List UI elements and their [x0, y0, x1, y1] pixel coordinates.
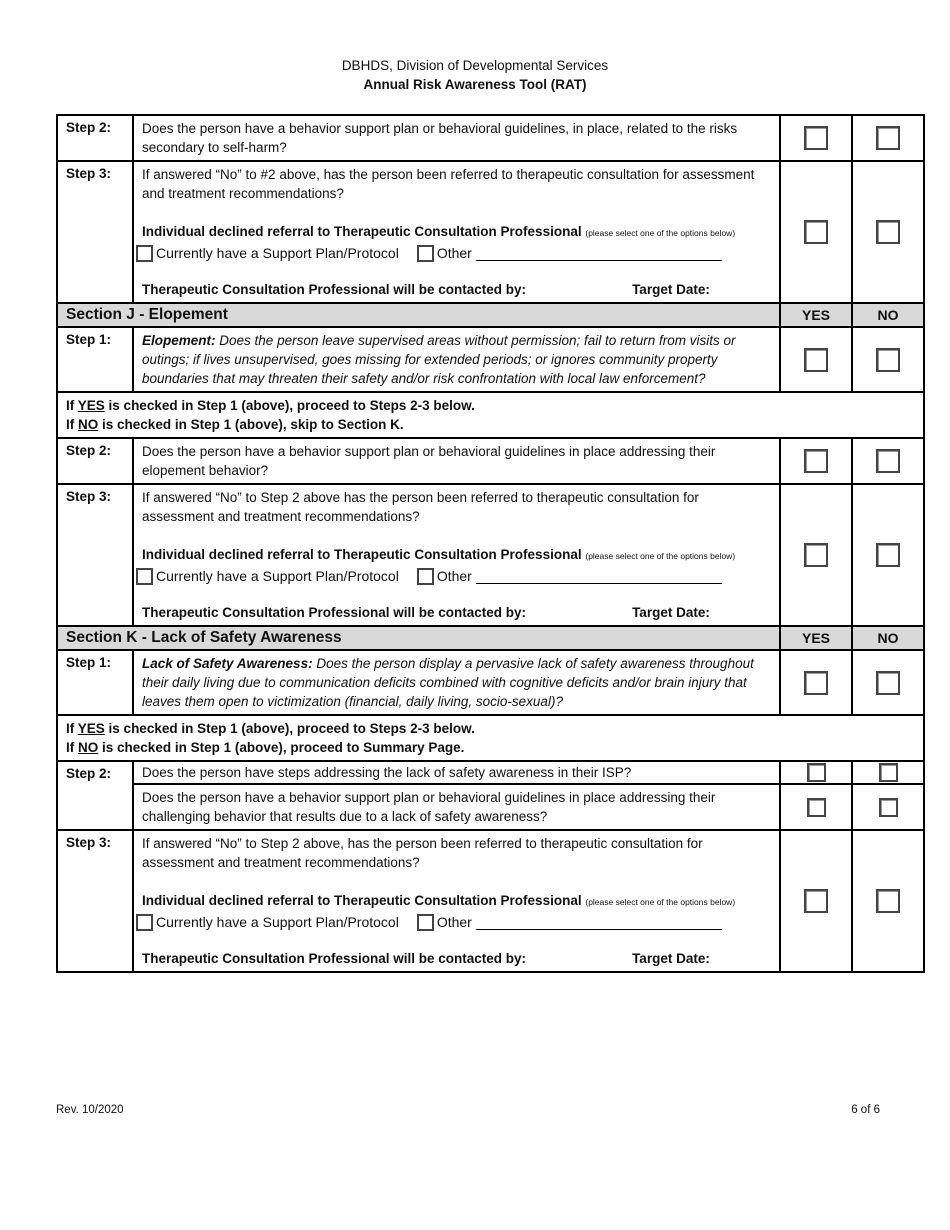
- no-checkbox[interactable]: [876, 543, 900, 567]
- support-plan-option: Currently have a Support Plan/Protocol: [156, 245, 399, 261]
- table-row: [57, 438, 924, 484]
- contact-label: Therapeutic Consultation Professional will be contacted by:: [142, 605, 527, 620]
- instruction-text: If YES is checked in Step 1 (above), proceed to Steps 2-3 below. If NO is checked in Step 1 (above), proceed to Summary Page.: [57, 715, 924, 761]
- section-header: [57, 303, 924, 327]
- support-plan-option: Currently have a Support Plan/Protocol: [156, 568, 399, 584]
- target-date-label: Target Date:: [632, 951, 710, 966]
- page-number: 6 of 6: [851, 1104, 880, 1116]
- table-row: [57, 761, 924, 784]
- yes-checkbox[interactable]: [804, 220, 828, 244]
- other-checkbox[interactable]: [417, 245, 434, 262]
- other-input-line[interactable]: [476, 246, 722, 261]
- question-text: If answered “No” to #2 above, has the person been referred to therapeutic consultation for assessment and treatment recommendations?: [142, 167, 755, 201]
- target-date-label: Target Date:: [632, 605, 710, 620]
- support-plan-checkbox[interactable]: [136, 914, 153, 931]
- question-text: Elopement: Does the person leave supervised areas without permission; fail to return from visits or outings; if lives unsupervised, goes missing for extended periods; or ignores community property boundaries that may threaten their safety and/or risk confrontation with local law enforcement?: [133, 327, 780, 392]
- other-input-line[interactable]: [476, 915, 722, 930]
- revision-date: Rev. 10/2020: [56, 1104, 124, 1116]
- other-option: Other: [436, 245, 472, 261]
- question-text: If answered “No” to Step 2 above has the person been referred to therapeutic consultation for assessment and treatment recommendations?: [142, 490, 699, 524]
- no-checkbox[interactable]: [879, 798, 898, 817]
- table-row: [57, 784, 924, 830]
- no-checkbox[interactable]: [876, 220, 900, 244]
- step-label: Step 2:: [57, 761, 133, 830]
- contact-label: Therapeutic Consultation Professional will be contacted by:: [142, 282, 527, 297]
- step-label: Step 3:: [57, 161, 133, 303]
- instruction-text: If YES is checked in Step 1 (above), proceed to Steps 2-3 below. If NO is checked in Step 1 (above), skip to Section K.: [57, 392, 924, 438]
- step-label: Step 2:: [57, 438, 133, 484]
- table-row: [57, 327, 924, 392]
- yes-checkbox[interactable]: [807, 763, 826, 782]
- other-input-line[interactable]: [476, 569, 722, 584]
- no-checkbox[interactable]: [876, 671, 900, 695]
- question-text: Does the person have a behavior support plan or behavioral guidelines in place addressing their elopement behavior?: [133, 438, 780, 484]
- question-text: Lack of Safety Awareness: Does the person display a pervasive lack of safety awareness throughout their daily living due to communication deficits combined with cognitive deficits and/or brain injury that leaves them open to victimization (financial, daily living, socio-sexual)?: [133, 650, 780, 715]
- instruction-row: [57, 715, 924, 761]
- header-org: DBHDS, Division of Developmental Services: [341, 58, 609, 73]
- section-title: Section K - Lack of Safety Awareness: [57, 626, 780, 650]
- target-date-label: Target Date:: [632, 282, 710, 297]
- support-plan-checkbox[interactable]: [136, 568, 153, 585]
- other-option: Other: [436, 914, 472, 930]
- support-plan-option: Currently have a Support Plan/Protocol: [156, 914, 399, 930]
- question-text: Does the person have steps addressing the lack of safety awareness in their ISP?: [133, 761, 780, 784]
- yes-checkbox[interactable]: [804, 543, 828, 567]
- no-header: NO: [852, 626, 924, 650]
- declined-label: Individual declined referral to Therapeutic Consultation Professional (please select one of the options below): [142, 893, 736, 908]
- question-text: If answered “No” to Step 2 above, has the person been referred to therapeutic consultation for assessment and treatment recommendations?: [142, 836, 703, 870]
- step-label: Step 3:: [57, 484, 133, 626]
- question-text: Does the person have a behavior support plan or behavioral guidelines in place addressing their challenging behavior that results due to a lack of safety awareness?: [133, 784, 780, 830]
- no-checkbox[interactable]: [876, 126, 900, 150]
- step-label: Step 1:: [57, 327, 133, 392]
- yes-header: YES: [780, 303, 852, 327]
- yes-header: YES: [780, 626, 852, 650]
- yes-checkbox[interactable]: [804, 449, 828, 473]
- no-checkbox[interactable]: [876, 449, 900, 473]
- question-block: [133, 161, 780, 303]
- table-row: [57, 650, 924, 715]
- other-checkbox[interactable]: [417, 568, 434, 585]
- no-header: NO: [852, 303, 924, 327]
- declined-label: Individual declined referral to Therapeutic Consultation Professional (please select one of the options below): [142, 224, 736, 239]
- page-title: Annual Risk Awareness Tool (RAT): [363, 77, 587, 92]
- step-label: Step 3:: [57, 830, 133, 972]
- risk-awareness-table: [56, 114, 925, 973]
- step-label: Step 1:: [57, 650, 133, 715]
- declined-label: Individual declined referral to Therapeutic Consultation Professional (please select one of the options below): [142, 547, 736, 562]
- table-row: [57, 161, 924, 303]
- instruction-row: [57, 392, 924, 438]
- table-row: [57, 115, 924, 161]
- other-option: Other: [436, 568, 472, 584]
- table-row: [57, 484, 924, 626]
- step-label: Step 2:: [57, 115, 133, 161]
- yes-checkbox[interactable]: [804, 348, 828, 372]
- other-checkbox[interactable]: [417, 914, 434, 931]
- yes-checkbox[interactable]: [804, 126, 828, 150]
- support-plan-checkbox[interactable]: [136, 245, 153, 262]
- question-block: [133, 830, 780, 972]
- contact-label: Therapeutic Consultation Professional will be contacted by:: [142, 951, 527, 966]
- no-checkbox[interactable]: [879, 763, 898, 782]
- section-title: Section J - Elopement: [57, 303, 780, 327]
- no-checkbox[interactable]: [876, 348, 900, 372]
- question-block: [133, 484, 780, 626]
- no-checkbox[interactable]: [876, 889, 900, 913]
- yes-checkbox[interactable]: [804, 671, 828, 695]
- section-header: [57, 626, 924, 650]
- yes-checkbox[interactable]: [804, 889, 828, 913]
- table-row: [57, 830, 924, 972]
- question-text: Does the person have a behavior support plan or behavioral guidelines, in place, related to the risks secondary to self-harm?: [133, 115, 780, 161]
- yes-checkbox[interactable]: [807, 798, 826, 817]
